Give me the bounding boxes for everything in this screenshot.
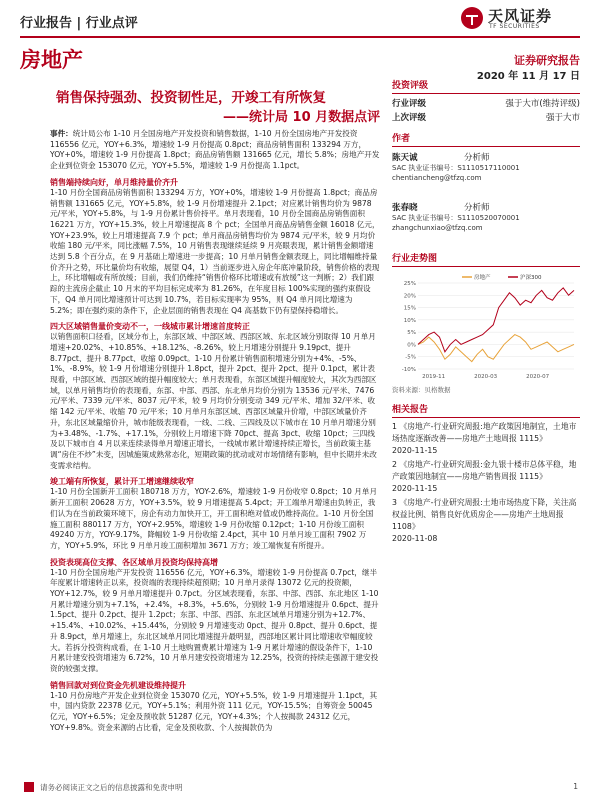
logo-text: 天风证券: [488, 7, 553, 25]
event-text: 统计局公布 1-10 月全国房地产开发投资和销售数据，1-10 月份全国房地产开发投资 116556 亿元，YOY+6.3%，增速较 1-9 月份提高 0.8pct；商品房销售面积 133294 万方，YOY+0%，增速较 1-9 月份提高 1.8pct；商品房销售额 131665 亿元，增长 5.8%；房地产开发企业到位资金 153070 亿元，YOY+5.5%，增速较 1-9 月份提高 1.1pct。: [50, 129, 380, 171]
logo-mark-icon: [460, 6, 484, 30]
trend-chart-svg: [392, 271, 580, 383]
report-date: 2020 年 11 月 17 日: [476, 71, 580, 82]
y-tick-label: 5%: [407, 330, 416, 337]
report-title: 销售保持强劲、投资韧性足，开竣工有所恢复: [56, 90, 326, 106]
y-tick-label: -10%: [401, 367, 416, 373]
analyst-card: [392, 151, 580, 197]
section-title: 销售回款对到位资金先机建设维持提升: [50, 680, 186, 690]
rating-value: 强于大市(维持评级): [505, 99, 580, 109]
analyst-name: 张春晓: [392, 203, 418, 213]
chart-source: 资料来源：贝格数据: [392, 386, 451, 394]
trend-heading: 行业走势图: [392, 251, 580, 267]
y-tick-label: 25%: [403, 281, 416, 287]
section-paragraph: 1-10 月份全国新开工面积 180718 万方，YOY-2.6%，增速较 1-9 月份收窄 0.8pct；10 月单月新开工面积 20628 万方，YOY+3.5%，较 9 月增速提高 5.4pct；开工端单月增速由负转正，我们认为在当前政策环境下，房企有动力加快开工，开工面积绝对值或仍维持高位。1-10 月份全国施工面积 880117 万方，YOY+2.95%，增速较 1-9 月份收缩 0.12pct；1-10 月份竣工面积 49240 万方，YOY-9.17%，降幅较 1-9 月份收缩 2.4pct，其中 10 月单月竣工面积 7902 万方，YOY+5.9%，环比 9 月单月竣工面积增加 3671 万方；竣工端恢复有所提升。: [50, 487, 378, 550]
main-body: [50, 129, 380, 738]
section-paragraph: 以销售面积口径看，区域分布上，东部区域、中部区域、西部区域、东北区域分别取得 10 月单月增速+20.02%、+10.85%、+18.12%、-8.26%，较上月增速分别提升 9.19pct、提升 8.77pct、提升 8.77pct、收缩 0.09pct。1-10 月份累计销售面积增速分别为+4%、-5%、1%、-8.9%，较 1-9 月份增速分别提升 1.8pct，提升 2pct、提升 2pct、提升 0.1pct，累计表现看，中部区域、西部区域的提升幅度较大；单月表现看，东部区域提升幅度较大，其次为西部区域，以单月销售均价的表现看，东部、中部、西部、东北单月均价分别为 13536 元/平米、7476 元/平米、7339 元/平米、8037 元/平米，较 9 月均价分别变动 349 元/平米、增加 32/平米、收缩 142 元/平米、收缩 70 元/平米；10 月单月东部区域、西部区域量升价增，中部区域量价齐升，东北区域量缩价升，城市能级表现看，一线、二线、三四线及以下城市在 10 月单月增速分别为+3.48%、-1.7%、+17.1%，分别较上月增速下降 70pct、提高 3pct、收缩 10pct；三四线及以下城市自 4 月以来连续录得单月增速正增长，一线城市累计增速持续正增长，当前政策主基调“房住不炒”未变，因城施策成熟常态化，短期政策的扰动或对市场情绪有影响，但中长期并未改变需求结构。: [50, 332, 377, 470]
x-tick-label: 2020-07: [526, 374, 550, 380]
y-tick-label: 20%: [403, 293, 416, 300]
related-report-title[interactable]: 3 《房地产-行业研究周报:土地市场热度下降，关注高权益比例、销售良好优质房企——房地产土地周报 1108》: [392, 498, 577, 531]
related-report-title[interactable]: 2 《房地产-行业研究周报:金九银十楼市总体平稳，地产政策因地制宜——房地产销售周报 1115》: [392, 460, 577, 481]
section-title: 投资表现高位支撑、各区域单月投资均保持高增: [50, 557, 218, 567]
page-number: 1: [573, 782, 578, 791]
section-paragraph: 1-10 月份全国房地产开发投资 116556 亿元，YOY+6.3%，增速较 1-9 月份提高 0.7pct，继半年度累计增速转正以来，投资端的表现持续超预期；10 月单月录得 13072 亿元的投资额，YOY+12.7%，较 9 月单月增速提升 0.7pct。分区域表现看，东部、中部、西部、东北地区 1-10 月累计增速分别为+7.1%，+2.4%，+8.3%，+5.6%，分别较 1-9 月份增速提升 0.6pct、提升 1.5pct、提升 0.2pct、提升 1.2pct；东部、中部、西部、东北区域单月增速分别为+12.7%、+15.4%、+10.02%、+15.44%，分别较 9 月增速变动 0pct、提升 0.8pct、提升 0.6pct、提升 8.9pct，单月增速上，东北区域单月同比增速提升最明显，西部地区累计同比增速收窄幅度较大。若拆分投资构成看，在 1-10 月土地购置费累计增速为 1-9 月累计增速的假设条件下，1-10 月累计建安投资增速为 6.72%，10 月单月建安投资增速为 12.25%，投资的持续走强源于建安投资的较强支撑。: [50, 567, 379, 673]
related-report-title[interactable]: 1 《房地产-行业研究周报:地产政策因地制宜，土地市场热度逐渐改善——房地产土地周报 1115》: [392, 422, 577, 443]
analyst-name: 陈天诚: [392, 153, 418, 163]
trend-chart: [392, 271, 580, 383]
related-report[interactable]: [392, 459, 580, 495]
section-title: 四大区域销售量价变动不一，一线城市累计增速首度转正: [50, 322, 250, 332]
x-tick-label: 2020-03: [474, 374, 498, 380]
header-divider: [20, 36, 580, 38]
author-heading: 作者: [392, 131, 580, 147]
related-report[interactable]: [392, 421, 580, 457]
disclaimer-note[interactable]: 请务必阅读正文之后的信息披露和免责申明: [40, 783, 183, 792]
series-line: [418, 335, 574, 362]
report-category: 行业报告 | 行业点评: [20, 16, 138, 31]
logo-subtext: TF SECURITIES: [489, 23, 540, 30]
legend-label: 沪深300: [520, 275, 542, 281]
sector-name: 房地产: [20, 48, 83, 72]
y-tick-label: 0%: [407, 342, 416, 349]
rating-key: 行业评级: [392, 99, 427, 109]
sidebar: [392, 78, 580, 547]
y-tick-label: 10%: [403, 317, 416, 324]
rating-key: 上次评级: [392, 113, 427, 123]
related-report-date: 2020-11-15: [392, 484, 438, 493]
legend-label: 房地产: [474, 275, 491, 281]
report-type: 证券研究报告: [514, 54, 580, 67]
section-title: 竣工端有所恢复，累计开工增速继续收窄: [50, 477, 194, 487]
related-report-date: 2020-11-15: [392, 446, 438, 455]
rating-row: [392, 97, 580, 111]
section-title: 销售端持续向好，单月维持量价齐升: [50, 177, 178, 187]
analyst-email[interactable]: zhangchunxiao@tfzq.com: [392, 224, 483, 232]
section-paragraph: 1-10 月份房地产开发企业到位资金 153070 亿元，YOY+5.5%，较 1-9 月增速提升 1.1pct，其中，国内贷款 22378 亿元，YOY+5.1%；利用外资 111 亿元，YOY-15.5%；自筹资金 50045 亿元，YOY+6.5%；定金及预收款 51287 亿元，YOY+4.3%；个人按揭款 24312 亿元，YOY+9.8%。资金来源的占比看，定金及预收款、个人按揭款仍为: [50, 690, 378, 732]
y-tick-label: 15%: [403, 305, 416, 312]
event-lead: 事件：: [50, 129, 73, 138]
related-report[interactable]: [392, 497, 580, 545]
event-paragraph: [50, 129, 380, 172]
related-report-date: 2020-11-08: [392, 534, 438, 543]
related-heading: 相关报告: [392, 402, 580, 418]
analyst-card: [392, 201, 580, 247]
analyst-license: SAC 执业证书编号：S1110517110001: [392, 164, 520, 172]
report-subtitle: ——统计局 10 月数据点评: [223, 110, 381, 125]
brand-logo: [460, 4, 580, 32]
rating-value: 强于大市: [545, 113, 580, 123]
footer-mark-icon: [24, 782, 34, 792]
rating-row: [392, 111, 580, 125]
analyst-role: 分析师: [464, 203, 490, 213]
analyst-role: 分析师: [464, 153, 490, 163]
y-tick-label: -5%: [405, 354, 416, 361]
rating-heading: 投资评级: [392, 78, 580, 94]
analyst-email[interactable]: chentiancheng@tfzq.com: [392, 174, 482, 182]
x-tick-label: 2019-11: [422, 374, 446, 380]
analyst-license: SAC 执业证书编号：S1110520070001: [392, 214, 520, 222]
section-paragraph: 1-10 月份全国商品房销售面积 133294 万方，YOY+0%，增速较 1-9 月份提高 1.8pct；商品房销售额 131665 亿元，YOY+5.8%，较 1-9 月份增速提升 2.1pct；对应累计销售均价为 9878 元/平米，YOY+5.8%，与 1-9 月份累计售价持平。单月表现看，10 月份全国商品房销售面积 16221 万方，YOY+15.3%，较上月增速提高 8 个 pct；全国单月商品房销售金额 16018 亿元，YOY+23.9%，较上月增速提高 7.9 个 pct；单月商品房销售均价为 9874 元/平米，较 9 月均价收缩 180 元/平米，同比涨幅 7.5%，10 月销售表现继续延续 9 月亮眼表现，累计销售金额增速达到 5.8 个百分点，在 9 月基础上增速进一步提高；10 月单月销售金额表现上，同比增幅维持量价齐升之势，环比量价均有收缩，展望 Q4，1）当前逐步进入房企年底冲量阶段，销售价格的表现上，环比增幅或有所放缓；目前，我们仍维持“销售价格环比增速或有放缓”这一判断；2）我们跟踪的主流房企截止 10 月末的平均目标完成率为 81.26%，在年度目标 100%实现的强约束假设下，Q4 单月同比增速预计可达到 10.7%，若目标实现率为 95%，则 Q4 单月同比增速为 5.2%；即在强约束的条件下，企业层面的销售表现在 Q4 高基数下仍有望保持稳增长。: [50, 187, 380, 315]
